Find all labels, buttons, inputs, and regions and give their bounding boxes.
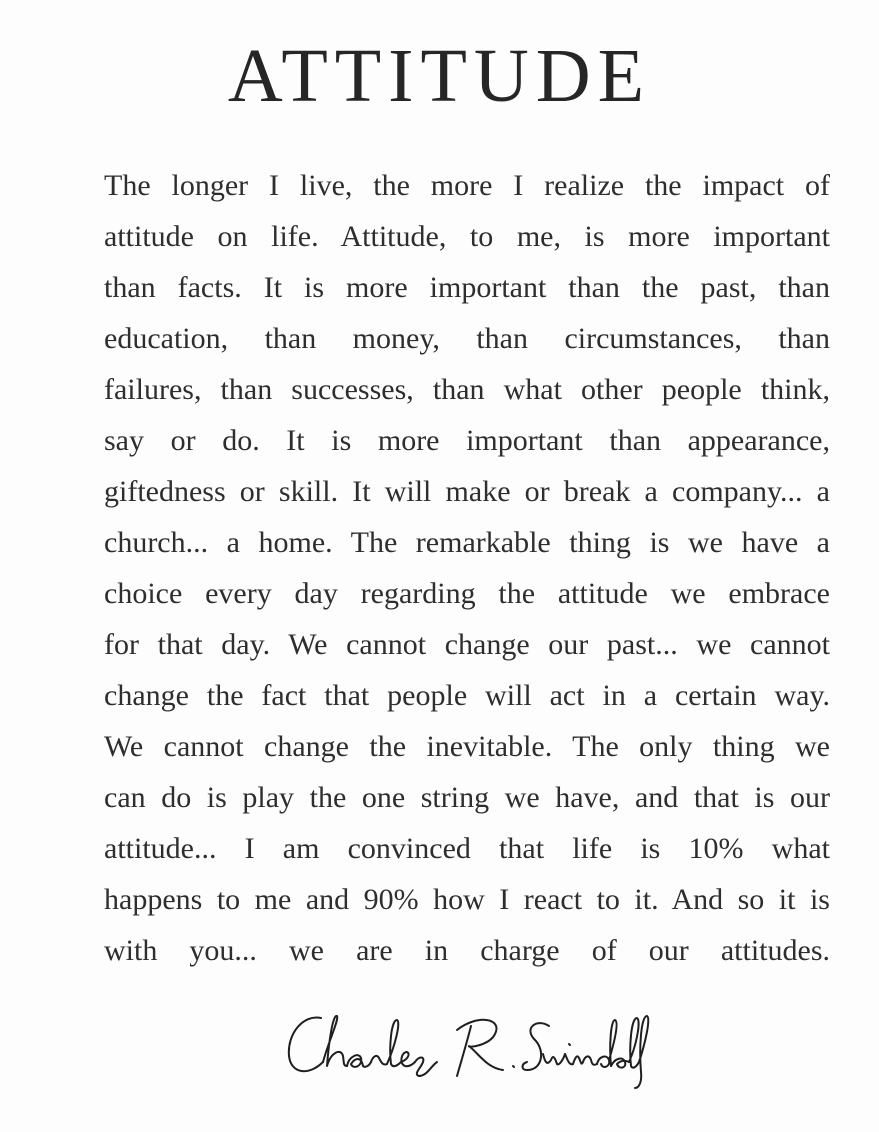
quote-line: can do is play the one string we have, and that is our: [104, 781, 830, 814]
quote-line: than facts. It is more important than the past, than: [104, 271, 830, 304]
quote-line: choice every day regarding the attitude we embrace: [104, 577, 830, 610]
quote-body: [104, 160, 830, 976]
quote-line: We cannot change the inevitable. The only thing we: [104, 730, 830, 763]
quote-line: say or do. It is more important than appearance,: [104, 424, 830, 457]
quote-line: change the fact that people will act in a certain way.: [104, 679, 830, 712]
signature-image: [281, 1000, 661, 1090]
quote-line: education, than money, than circumstances, than: [104, 322, 830, 355]
quote-line: with you... we are in charge of our attitudes.: [104, 934, 830, 967]
quote-line: attitude... I am convinced that life is 10% what: [104, 832, 830, 865]
quote-line: for that day. We cannot change our past... we cannot: [104, 628, 830, 661]
signature: [281, 1000, 661, 1090]
page-title: ATTITUDE: [227, 34, 652, 118]
quote-line: church... a home. The remarkable thing is we have a: [104, 526, 830, 559]
quote-line: giftedness or skill. It will make or break a company... a: [104, 475, 830, 508]
quote-line: happens to me and 90% how I react to it. And so it is: [104, 883, 830, 916]
quote-line: The longer I live, the more I realize the impact of: [104, 169, 830, 202]
quote-line: attitude on life. Attitude, to me, is more important: [104, 220, 830, 253]
quote-line: failures, than successes, than what other people think,: [104, 373, 830, 406]
